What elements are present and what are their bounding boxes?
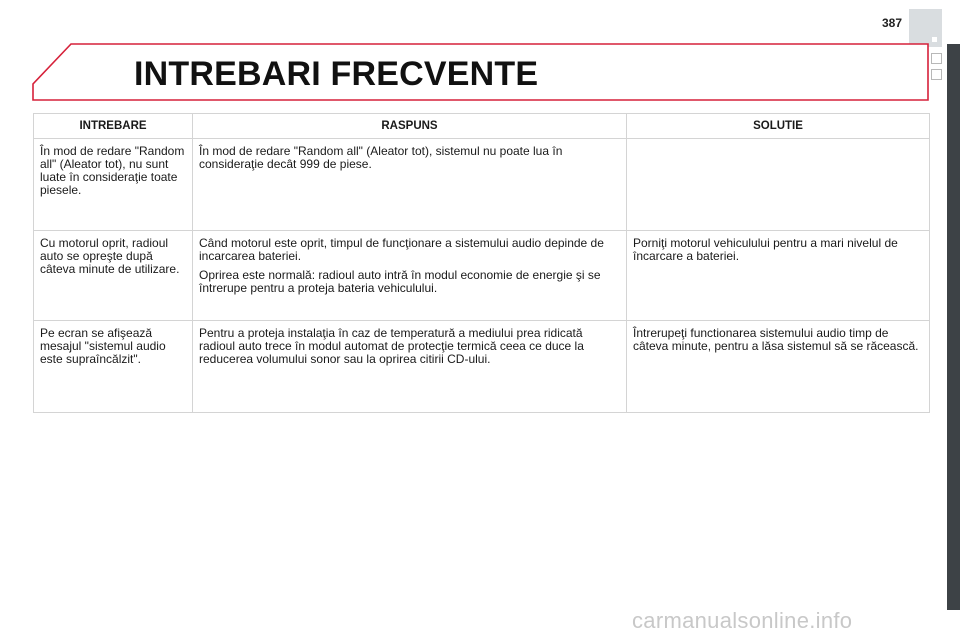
- header-question: INTREBARE: [34, 114, 193, 139]
- question-cell: [34, 321, 193, 413]
- table-header-row: [34, 114, 930, 139]
- solution-cell: [627, 231, 930, 321]
- question-text: Cu motorul oprit, radioul auto se opreşte după câteva minute de utilizare.: [40, 236, 180, 276]
- table-row: [34, 231, 930, 321]
- page-title: INTREBARI FRECVENTE: [134, 55, 539, 93]
- question-text: În mod de redare "Random all" (Aleator tot), nu sunt luate în consideraţie toate piesele.: [40, 144, 185, 197]
- solution-text: Porniţi motorul vehiculului pentru a mari nivelul de încarcare a bateriei.: [633, 236, 898, 263]
- solution-cell: [627, 321, 930, 413]
- answer-cell: [193, 139, 627, 231]
- answer-cell: [193, 321, 627, 413]
- header-answer: RASPUNS: [193, 114, 627, 139]
- header-solution: SOLUTIE: [627, 114, 930, 139]
- question-text: Pe ecran se afişează mesajul "sistemul audio este supraîncălzit".: [40, 326, 166, 366]
- answer-text: În mod de redare "Random all" (Aleator tot), sistemul nu poate lua în consideraţie decât 999 de piese.: [199, 144, 563, 171]
- table-row: [34, 139, 930, 231]
- side-bar: [947, 44, 960, 610]
- answer-text: Când motorul este oprit, timpul de funcţionare a sistemului audio depinde de incarcarea bateriei.: [199, 236, 604, 263]
- faq-table: [33, 113, 930, 413]
- table-row: [34, 321, 930, 413]
- watermark: carmanualsonline.info: [632, 608, 853, 633]
- answer-cell: [193, 231, 627, 321]
- page-number: 387: [881, 16, 902, 30]
- question-cell: [34, 139, 193, 231]
- solution-cell: [627, 139, 930, 231]
- answer-text: Pentru a proteja instalaţia în caz de temperatură a mediului prea ridicată radioul auto trece în modul automat de protecţie termică ceea ce duce la reducerea volumului sonor sau la oprirea citirii CD-ului.: [199, 326, 584, 366]
- solution-text: Întrerupeţi functionarea sistemului audio timp de câteva minute, pentru a lăsa sistemul să se răcească.: [633, 326, 919, 353]
- question-cell: [34, 231, 193, 321]
- answer-text: Oprirea este normală: radioul auto intră în modul economie de energie şi se întrerupe pentru a proteja bateria vehiculului.: [199, 268, 601, 295]
